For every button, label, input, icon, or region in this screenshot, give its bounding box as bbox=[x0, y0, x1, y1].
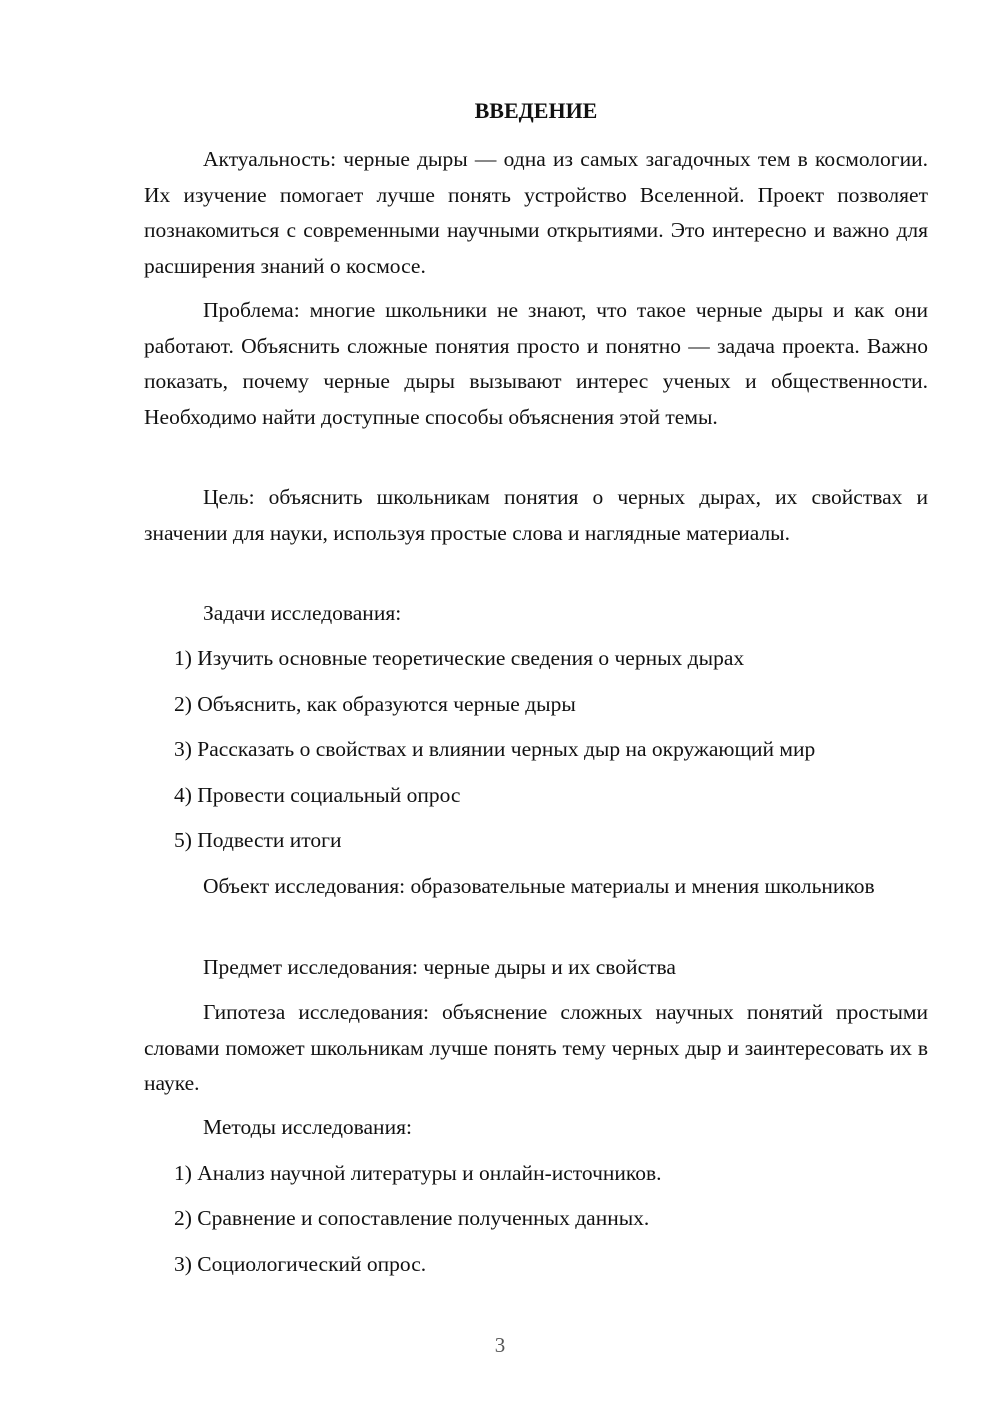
method-item: 1) Анализ научной литературы и онлайн-источников. bbox=[174, 1161, 662, 1185]
methods-heading: Методы исследования: bbox=[203, 1115, 412, 1139]
method-item: 2) Сравнение и сопоставление полученных данных. bbox=[174, 1206, 650, 1230]
hypothesis-paragraph: Гипотеза исследования: объяснение сложных научных понятий простыми словами поможет школьникам лучше понять тему черных дыр и заинтересовать их в науке. bbox=[144, 1000, 928, 1095]
relevance-paragraph: Актуальность: черные дыры — одна из самых загадочных тем в космологии. Их изучение помогает лучше понять устройство Вселенной. Проект позволяет познакомиться с современными научными открытиями. Это интересно и важно для расширения знаний о космосе. bbox=[144, 147, 928, 278]
page-number: 3 bbox=[494, 1333, 506, 1357]
task-item: 2) Объяснить, как образуются черные дыры bbox=[174, 692, 576, 716]
task-item: 1) Изучить основные теоретические сведения о черных дырах bbox=[174, 646, 745, 670]
task-item: 5) Подвести итоги bbox=[174, 828, 342, 852]
task-item: 3) Рассказать о свойствах и влиянии черных дыр на окружающий мир bbox=[174, 737, 816, 761]
method-item: 3) Социологический опрос. bbox=[174, 1252, 427, 1276]
subject-paragraph: Предмет исследования: черные дыры и их свойства bbox=[203, 955, 676, 979]
tasks-heading: Задачи исследования: bbox=[203, 601, 402, 625]
object-paragraph: Объект исследования: образовательные материалы и мнения школьников bbox=[203, 874, 875, 898]
section-title: ВВЕДЕНИЕ bbox=[474, 98, 598, 123]
goal-paragraph: Цель: объяснить школьникам понятия о черных дырах, их свойствах и значении для науки, используя простые слова и наглядные материалы. bbox=[144, 485, 928, 545]
problem-paragraph: Проблема: многие школьники не знают, что такое черные дыры и как они работают. Объяснить сложные понятия просто и понятно — задача проекта. Важно показать, почему черные дыры вызывают интерес ученых и общественности. Необходимо найти доступные способы объяснения этой темы. bbox=[144, 298, 928, 429]
task-item: 4) Провести социальный опрос bbox=[174, 783, 461, 807]
